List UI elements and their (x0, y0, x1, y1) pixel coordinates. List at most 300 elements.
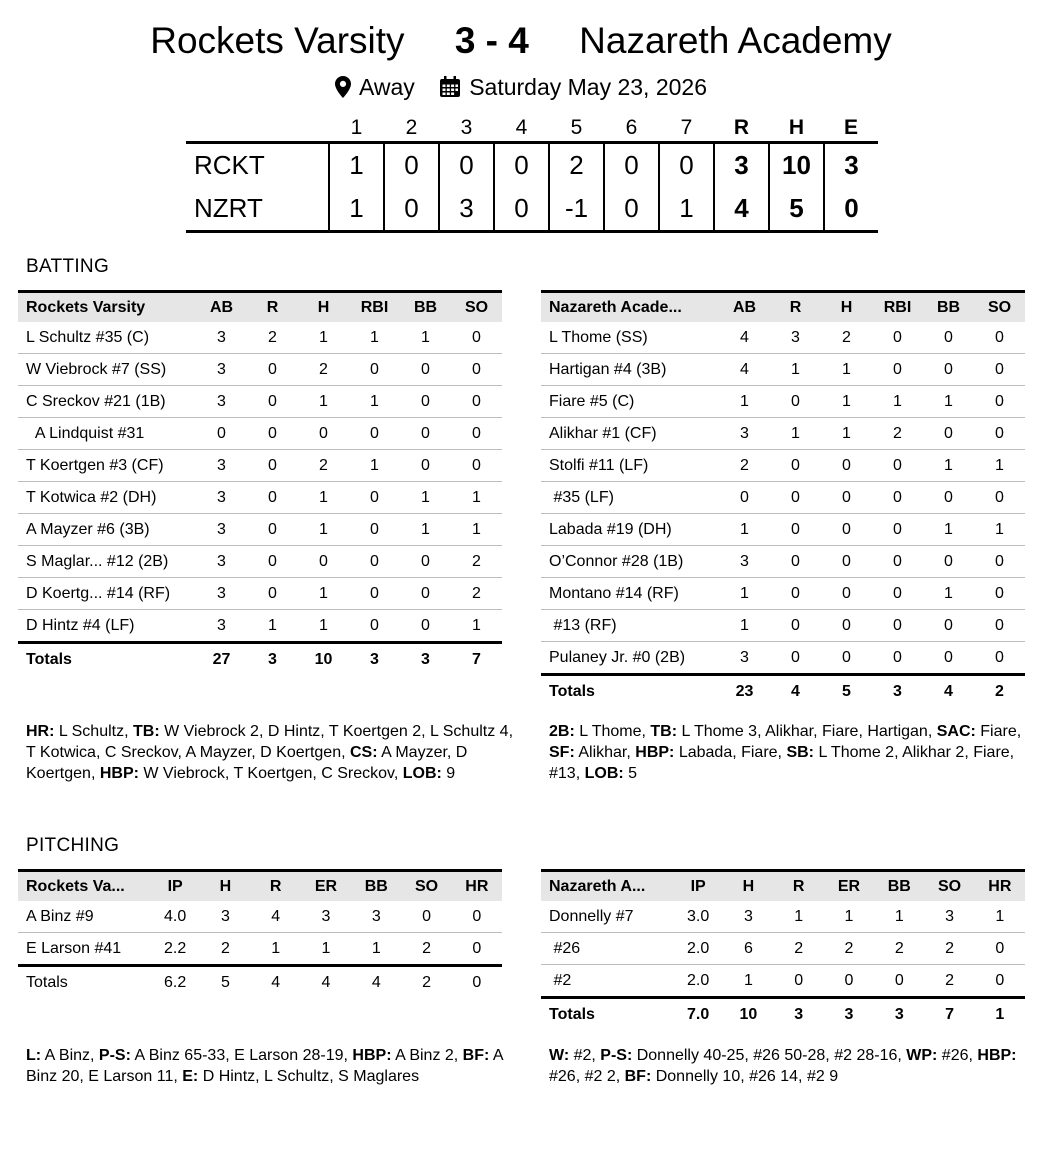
stat-value: 1 (923, 386, 974, 418)
stat-column-header: BB (400, 292, 451, 323)
note-label: HR: (26, 723, 55, 740)
stat-value: 0 (974, 642, 1025, 675)
stat-value: 0 (451, 418, 502, 450)
pitching-section-title: PITCHING (26, 835, 120, 856)
stat-value: 0 (349, 610, 400, 643)
stat-value: 0 (770, 642, 821, 675)
player-row (541, 514, 1025, 546)
stat-value: 3 (196, 610, 247, 643)
note-text: Donnelly 10, #26 14, #2 9 (651, 1068, 839, 1085)
batting-notes-away (549, 721, 1039, 784)
player-name: A Binz #9 (18, 901, 150, 933)
note-label: BF: (462, 1047, 490, 1064)
stat-column-header: BB (923, 292, 974, 323)
player-row (18, 386, 502, 418)
stat-value: 1 (923, 450, 974, 482)
stat-value: 1 (923, 514, 974, 546)
totals-value: 2 (422, 973, 431, 991)
linescore-team: NZRT (186, 187, 329, 232)
player-row (18, 514, 502, 546)
player-row (18, 450, 502, 482)
stat-value: 0 (872, 642, 923, 675)
stat-value: 0 (821, 546, 872, 578)
player-name: S Maglar... #12 (2B) (18, 546, 196, 578)
stat-value: 1 (400, 482, 451, 514)
team-column-header: Rockets Varsity (18, 292, 196, 323)
stat-value: 2 (821, 322, 872, 354)
stat-value: 0 (349, 418, 400, 450)
stat-value: 0 (770, 610, 821, 642)
stat-column-header: SO (924, 871, 974, 902)
runs-total: 3 (714, 143, 769, 188)
stat-value: 1 (770, 354, 821, 386)
note-label: P-S: (98, 1047, 131, 1064)
stat-column-header: SO (401, 871, 451, 902)
stat-column-header: IP (150, 871, 200, 902)
stat-value: 2 (774, 933, 824, 965)
stat-value: 0 (247, 546, 298, 578)
inning-header: 6 (625, 116, 638, 139)
stat-value: 0 (923, 546, 974, 578)
player-name: O’Connor #28 (1B) (541, 546, 719, 578)
stat-value: 1 (821, 354, 872, 386)
player-name: #26 (541, 933, 673, 965)
stat-value: 2.0 (673, 965, 723, 998)
stat-column-header: SO (451, 292, 502, 323)
inning-score: 3 (439, 187, 494, 232)
player-row (18, 610, 502, 643)
note-label: W: (549, 1047, 570, 1064)
inning-score: 0 (604, 187, 659, 232)
stat-value: 0 (872, 482, 923, 514)
team-column-header: Nazareth Acade... (541, 292, 719, 323)
player-name: Montano #14 (RF) (541, 578, 719, 610)
note-text: 5 (623, 765, 638, 782)
stat-value: 0 (400, 386, 451, 418)
stat-column-header: IP (673, 871, 723, 902)
player-row (541, 610, 1025, 642)
stat-value: 1 (301, 933, 351, 966)
note-text: A Binz 2, (391, 1047, 463, 1064)
totals-value: 3 (894, 1005, 904, 1023)
stat-value: 2.2 (150, 933, 200, 966)
stat-value: 1 (349, 386, 400, 418)
player-row (18, 354, 502, 386)
note-label: TB: (650, 723, 678, 740)
errors-total: 3 (824, 143, 878, 188)
player-row (541, 546, 1025, 578)
stat-value: 1 (251, 933, 301, 966)
stat-value: 0 (975, 965, 1025, 998)
stat-column-header: ER (824, 871, 874, 902)
player-name: A Lindquist #31 (18, 418, 196, 450)
note-text: L Thome 3, Alikhar, Fiare, Hartigan, (677, 723, 937, 740)
totals-row (541, 675, 1025, 708)
player-name: Fiare #5 (C) (541, 386, 719, 418)
totals-value: 3 (268, 650, 277, 668)
note-text: 9 (441, 765, 456, 782)
player-row (541, 322, 1025, 354)
batting-table-away (541, 290, 1025, 707)
note-label: HBP: (352, 1047, 392, 1064)
stat-value: 2 (451, 546, 502, 578)
stat-value: 0 (247, 354, 298, 386)
player-row (541, 482, 1025, 514)
batting-table-home (18, 290, 502, 675)
note-label: LOB: (584, 765, 624, 782)
player-name: C Sreckov #21 (1B) (18, 386, 196, 418)
stat-value: 0 (298, 546, 349, 578)
stat-value: 0 (824, 965, 874, 998)
stat-value: 3 (196, 482, 247, 514)
stat-value: 3 (719, 418, 770, 450)
pitching-notes-away (549, 1045, 1039, 1087)
player-row (18, 482, 502, 514)
stat-value: 2 (298, 450, 349, 482)
totals-row (18, 966, 502, 999)
stat-value: 0 (400, 354, 451, 386)
player-row (18, 546, 502, 578)
stat-value: 0 (872, 450, 923, 482)
stat-value: 2 (298, 354, 349, 386)
stat-value: 1 (923, 578, 974, 610)
note-label: SAC: (936, 723, 976, 740)
stat-value: 0 (400, 450, 451, 482)
stat-value: 0 (974, 546, 1025, 578)
stat-column-header: AB (719, 292, 770, 323)
stat-column-header: HR (452, 871, 502, 902)
player-name: #35 (LF) (541, 482, 719, 514)
stat-value: 0 (974, 354, 1025, 386)
stat-value: 3 (924, 901, 974, 933)
totals-row (541, 998, 1025, 1031)
player-row (18, 418, 502, 450)
player-name: Donnelly #7 (541, 901, 673, 933)
runs-total: 4 (714, 187, 769, 232)
linescore-row-away (186, 187, 878, 232)
inning-header: 2 (405, 116, 418, 139)
inning-score: 0 (604, 143, 659, 188)
inning-score: -1 (549, 187, 604, 232)
inning-score: 0 (384, 143, 439, 188)
stat-value: 0 (821, 514, 872, 546)
stat-value: 2 (924, 933, 974, 965)
stat-value: 0 (349, 354, 400, 386)
player-name: L Schultz #35 (C) (18, 322, 196, 354)
stat-value: 1 (349, 322, 400, 354)
stat-value: 1 (874, 901, 924, 933)
stat-value: 0 (923, 642, 974, 675)
stat-value: 1 (451, 610, 502, 643)
errors-total: 0 (824, 187, 878, 232)
note-label: CS: (349, 744, 378, 761)
inning-score: 2 (549, 143, 604, 188)
stat-value: 3.0 (673, 901, 723, 933)
stat-value: 0 (821, 642, 872, 675)
stat-value: 3 (301, 901, 351, 933)
stat-value: 4 (251, 901, 301, 933)
totals-value: 6.2 (164, 973, 187, 991)
stat-value: 1 (298, 386, 349, 418)
totals-value: 3 (794, 1005, 804, 1023)
totals-value: 4 (944, 682, 953, 700)
stat-value: 2 (200, 933, 250, 966)
totals-row (18, 643, 502, 676)
stat-value: 0 (770, 386, 821, 418)
note-text: W Viebrock, T Koertgen, C Sreckov, (138, 765, 403, 782)
stat-value: 0 (349, 578, 400, 610)
note-label: SB: (786, 744, 815, 761)
game-date (439, 74, 707, 100)
note-text: #2, (569, 1047, 601, 1064)
stat-value: 0 (400, 418, 451, 450)
linescore-header-row (186, 115, 878, 143)
stat-value: 0 (247, 418, 298, 450)
player-name: Labada #19 (DH) (541, 514, 719, 546)
stat-value: 3 (719, 546, 770, 578)
totals-value: 5 (842, 682, 851, 700)
stat-value: 2.0 (673, 933, 723, 965)
stat-value: 2 (401, 933, 451, 966)
pitching-table-home (18, 869, 502, 998)
linescore-team: RCKT (186, 143, 329, 188)
totals-value: 5 (220, 973, 230, 991)
inning-score: 0 (494, 187, 549, 232)
stat-value: 0 (247, 386, 298, 418)
note-text: L Thome 2, Alikhar 2, Fiare, #13, (549, 744, 1015, 782)
stat-value: 0 (974, 482, 1025, 514)
stat-value: 1 (824, 901, 874, 933)
stat-value: 1 (351, 933, 401, 966)
linescore-table (186, 115, 878, 233)
note-label: WP: (906, 1047, 938, 1064)
note-label: HBP: (977, 1047, 1017, 1064)
inning-header: 3 (460, 116, 473, 139)
batting-section-title: BATTING (26, 256, 110, 277)
player-name: Hartigan #4 (3B) (541, 354, 719, 386)
totals-value: 10 (314, 650, 333, 668)
pitching-table-away (541, 869, 1025, 1030)
stat-value: 2 (719, 450, 770, 482)
inning-score: 1 (329, 143, 384, 188)
player-row (541, 933, 1025, 965)
player-name: A Mayzer #6 (3B) (18, 514, 196, 546)
note-text: Alikhar, (574, 744, 636, 761)
player-name: D Koertg... #14 (RF) (18, 578, 196, 610)
stat-value: 1 (400, 322, 451, 354)
totals-value: 4 (271, 973, 281, 991)
home-team-name: Rockets Varsity (150, 20, 405, 61)
totals-label: Totals (549, 682, 595, 700)
totals-value: 4 (791, 682, 800, 700)
stat-value: 0 (247, 482, 298, 514)
stat-value: 0 (452, 933, 502, 966)
note-label: BF: (624, 1068, 652, 1085)
stat-value: 3 (200, 901, 250, 933)
stat-value: 0 (872, 610, 923, 642)
stat-value: 1 (298, 578, 349, 610)
stat-column-header: BB (351, 871, 401, 902)
note-label: HBP: (99, 765, 139, 782)
note-text: W Viebrock 2, D Hintz, T Koertgen 2, L Schultz 4, T Kotwica, C Sreckov, A Mayzer, D Koertgen, (26, 723, 514, 761)
note-text: Fiare, (975, 723, 1022, 740)
stat-value: 0 (770, 578, 821, 610)
stat-value: 0 (923, 354, 974, 386)
stat-column-header: H (298, 292, 349, 323)
stat-value: 0 (349, 482, 400, 514)
totals-value: 7 (945, 1005, 954, 1023)
stat-value: 0 (451, 322, 502, 354)
stat-column-header: R (770, 292, 821, 323)
game-header (0, 18, 1042, 106)
stat-value: 0 (872, 322, 923, 354)
stat-value: 1 (451, 482, 502, 514)
totals-value: 3 (893, 682, 902, 700)
pitching-notes-home (26, 1045, 516, 1087)
hits-header: H (788, 116, 805, 139)
stat-value: 1 (821, 418, 872, 450)
stat-header-row (541, 292, 1025, 323)
inning-score: 1 (659, 187, 714, 232)
inning-score: 1 (329, 187, 384, 232)
stat-value: 0 (872, 514, 923, 546)
stat-value: 3 (723, 901, 773, 933)
final-score: 3 - 4 (454, 20, 529, 61)
player-name: #2 (541, 965, 673, 998)
team-column-header: Rockets Va... (18, 871, 150, 902)
note-text: Labada, Fiare, (674, 744, 787, 761)
note-label: SF: (549, 744, 575, 761)
inning-header: 5 (570, 116, 583, 139)
stat-value: 2 (451, 578, 502, 610)
game-info (0, 68, 1042, 106)
stat-value: 1 (770, 418, 821, 450)
player-name: W Viebrock #7 (SS) (18, 354, 196, 386)
stat-value: 1 (719, 610, 770, 642)
stat-column-header: HR (975, 871, 1025, 902)
stat-column-header: ER (301, 871, 351, 902)
linescore-row-home (186, 143, 878, 188)
stat-column-header: R (774, 871, 824, 902)
player-row (541, 450, 1025, 482)
errors-header: E (843, 116, 858, 139)
totals-label: Totals (26, 973, 68, 991)
stat-value: 1 (349, 450, 400, 482)
note-text: A Mayzer, D Koertgen, (26, 744, 468, 782)
inning-header: 4 (515, 116, 528, 139)
stat-value: 2 (872, 418, 923, 450)
stat-value: 0 (974, 610, 1025, 642)
stat-value: 0 (247, 450, 298, 482)
stat-value: 0 (872, 578, 923, 610)
player-name: L Thome (SS) (541, 322, 719, 354)
location-text: Away (358, 74, 415, 100)
hits-total: 10 (769, 143, 824, 188)
totals-value: 0 (472, 973, 482, 991)
stat-value: 4 (719, 354, 770, 386)
stat-value: 0 (923, 610, 974, 642)
stat-value: 1 (298, 322, 349, 354)
inning-score: 0 (659, 143, 714, 188)
note-label: 2B: (549, 723, 575, 740)
player-row (541, 354, 1025, 386)
stat-column-header: RBI (872, 292, 923, 323)
stat-column-header: R (247, 292, 298, 323)
away-team-name: Nazareth Academy (579, 20, 892, 61)
team-column-header: Nazareth A... (541, 871, 673, 902)
stat-value: 1 (821, 386, 872, 418)
totals-value: 3 (844, 1005, 854, 1023)
stat-value: 1 (974, 514, 1025, 546)
stat-value: 0 (401, 901, 451, 933)
player-name: T Kotwica #2 (DH) (18, 482, 196, 514)
stat-header-row (541, 871, 1025, 902)
stat-value: 6 (723, 933, 773, 965)
note-text: D Hintz, L Schultz, S Maglares (198, 1068, 420, 1085)
matchup-title (0, 18, 1042, 64)
stat-value: 3 (196, 514, 247, 546)
stat-column-header: H (821, 292, 872, 323)
stat-column-header: R (251, 871, 301, 902)
player-row (541, 965, 1025, 998)
player-row (18, 901, 502, 933)
stat-value: 0 (923, 482, 974, 514)
linescore-team-header (186, 115, 329, 143)
player-row (541, 642, 1025, 675)
stat-value: 0 (974, 578, 1025, 610)
stat-value: 0 (298, 418, 349, 450)
stat-column-header: AB (196, 292, 247, 323)
stat-value: 0 (974, 386, 1025, 418)
player-row (541, 386, 1025, 418)
player-name: E Larson #41 (18, 933, 150, 966)
player-row (18, 933, 502, 966)
stat-value: 4 (719, 322, 770, 354)
player-row (18, 322, 502, 354)
stat-value: 1 (974, 450, 1025, 482)
inning-header: 1 (350, 116, 363, 139)
totals-value: 23 (735, 682, 754, 700)
stat-value: 1 (400, 514, 451, 546)
totals-value: 2 (995, 682, 1004, 700)
totals-value: 4 (321, 973, 331, 991)
stat-value: 0 (923, 418, 974, 450)
stat-value: 1 (975, 901, 1025, 933)
stat-column-header: H (200, 871, 250, 902)
batting-notes-home (26, 721, 516, 784)
stat-value: 0 (770, 450, 821, 482)
stat-value: 1 (298, 610, 349, 643)
stat-value: 1 (451, 514, 502, 546)
date-text: Saturday May 23, 2026 (469, 74, 708, 100)
stat-column-header: SO (974, 292, 1025, 323)
stat-value: 0 (770, 514, 821, 546)
inning-score: 0 (494, 143, 549, 188)
totals-value: 4 (371, 973, 381, 991)
stat-value: 0 (974, 418, 1025, 450)
stat-value: 3 (719, 642, 770, 675)
stat-value: 0 (821, 578, 872, 610)
totals-label: Totals (26, 650, 72, 668)
inning-score: 0 (439, 143, 494, 188)
stat-value: 0 (975, 933, 1025, 965)
stat-value: 3 (196, 578, 247, 610)
inning-header: 7 (680, 116, 693, 139)
player-row (18, 578, 502, 610)
stat-value: 1 (872, 386, 923, 418)
note-text: #26, (937, 1047, 978, 1064)
stat-value: 0 (872, 354, 923, 386)
